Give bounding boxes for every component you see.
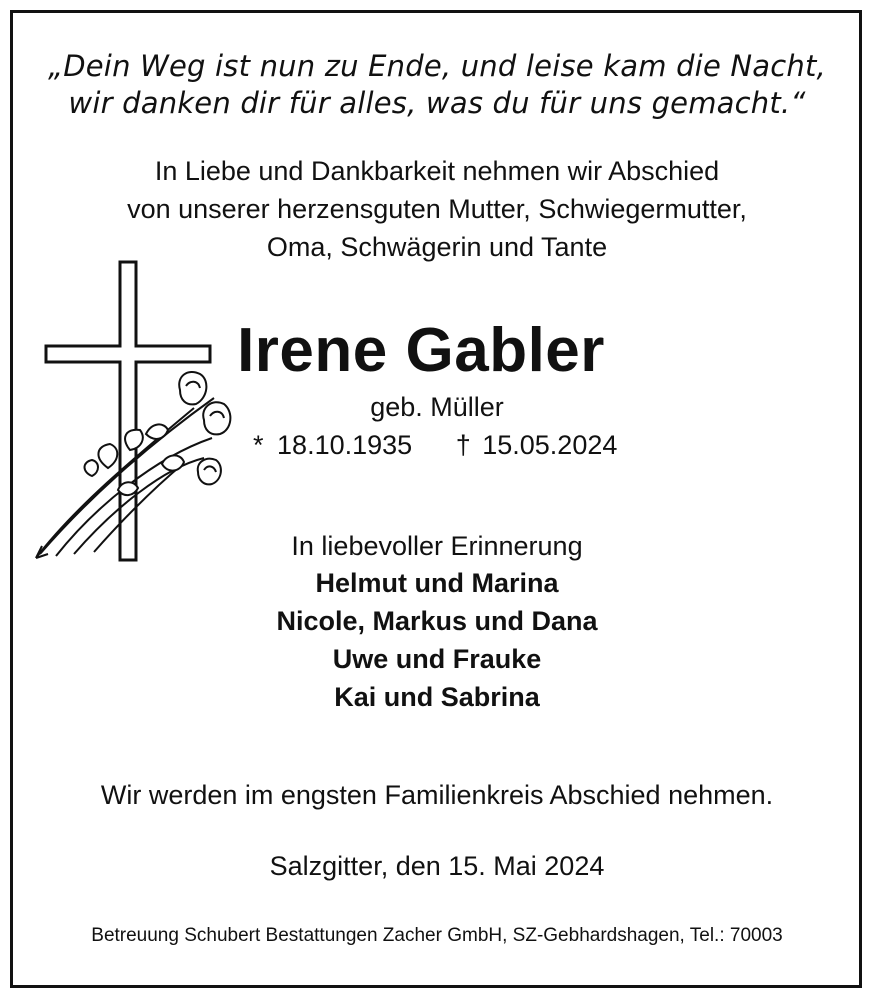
place-date: Salzgitter, den 15. Mai 2024 — [269, 851, 605, 881]
funeral-notice: Wir werden im engsten Familienkreis Abschied nehmen. — [100, 780, 774, 810]
mourner-name: Helmut und Marina — [315, 568, 559, 598]
deceased-name: Irene Gabler — [237, 316, 605, 385]
quote-line-2: wir danken dir für alles, was du für uns gemacht.“ — [68, 86, 806, 120]
mourners-intro: In liebevoller Erinnerung — [291, 531, 583, 561]
birth-name: geb. Müller — [370, 392, 504, 422]
born-date: 18.10.1935 — [277, 430, 413, 460]
died-symbol: † — [455, 430, 471, 460]
born-symbol: * — [253, 430, 264, 460]
life-dates — [253, 432, 617, 459]
intro-line-1: In Liebe und Dankbarkeit nehmen wir Abschied — [154, 156, 720, 186]
intro-line-2: von unserer herzensguten Mutter, Schwiegermutter, — [127, 194, 747, 224]
footer-undertaker: Betreuung Schubert Bestattungen Zacher GmbH, SZ-Gebhardshagen, Tel.: 70003 — [91, 925, 783, 946]
quote-line-1: „Dein Weg ist nun zu Ende, und leise kam die Nacht, — [48, 49, 826, 83]
intro-line-3: Oma, Schwägerin und Tante — [266, 232, 608, 262]
died-date: 15.05.2024 — [482, 430, 618, 460]
mourner-name: Uwe und Frauke — [332, 644, 542, 674]
mourner-name: Nicole, Markus und Dana — [276, 606, 598, 636]
mourner-name: Kai und Sabrina — [334, 682, 540, 712]
